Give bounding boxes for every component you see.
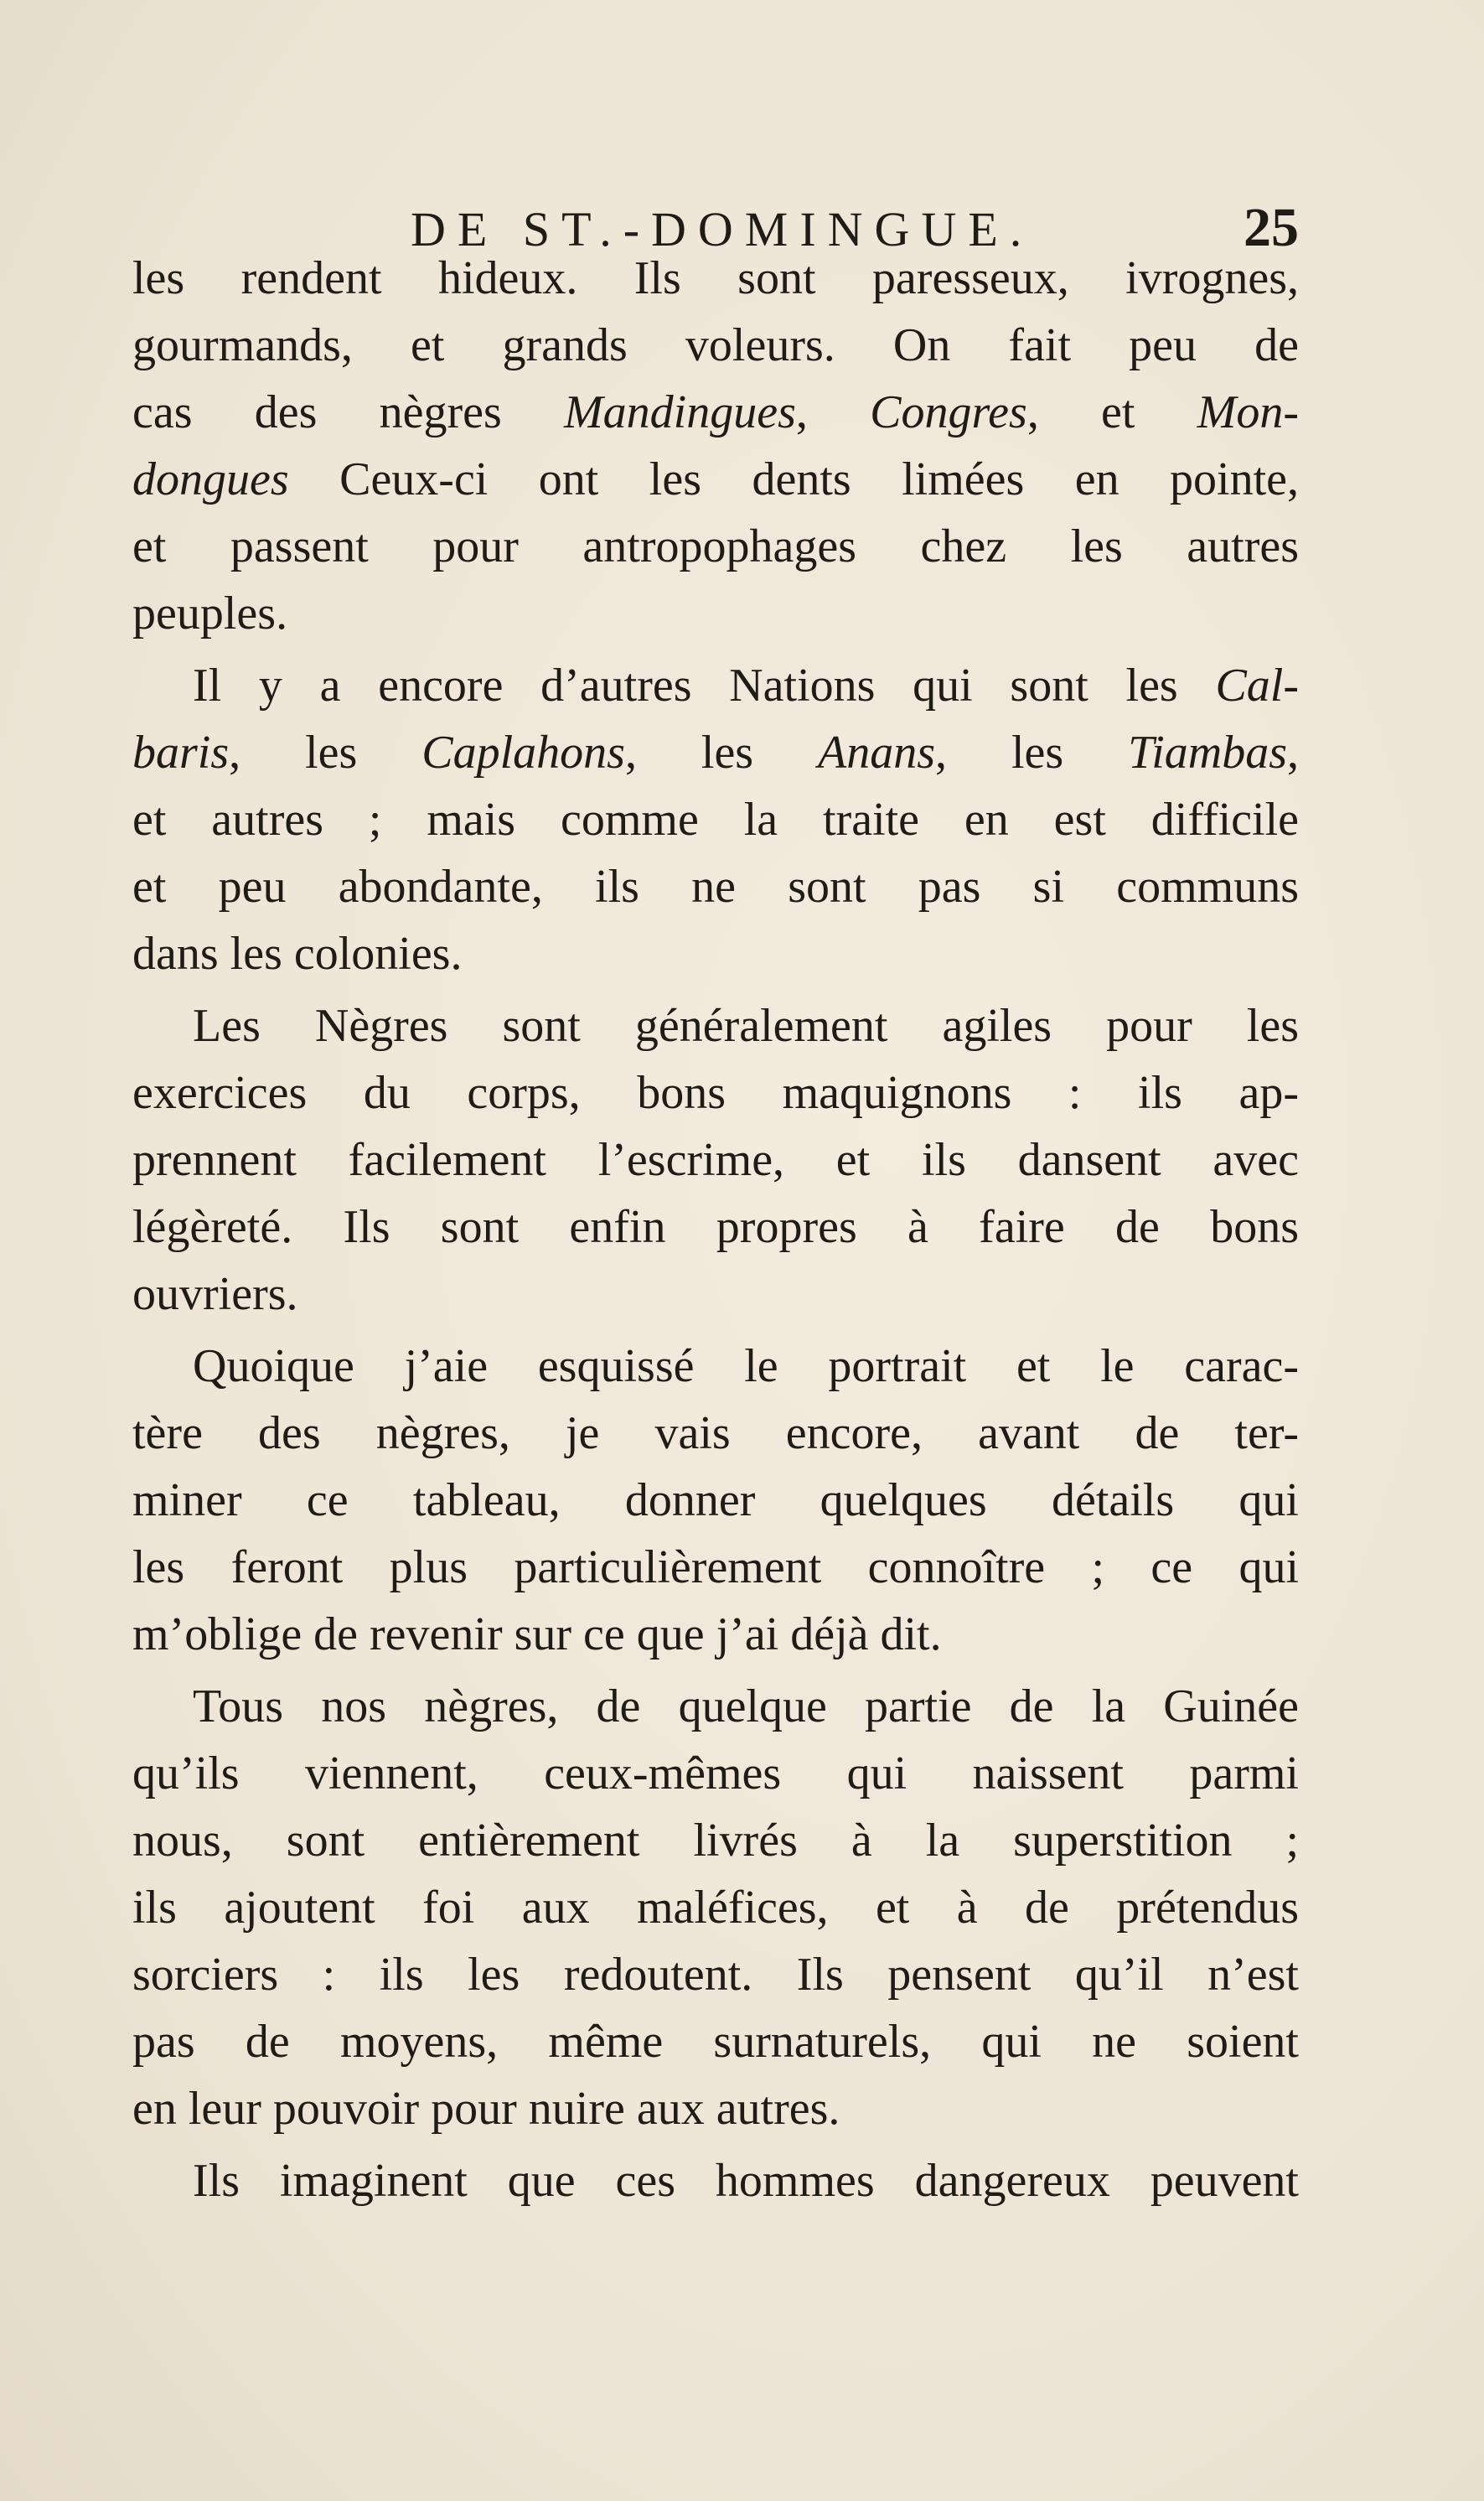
paragraph	[132, 2147, 1299, 2214]
text-run: miner ce tableau, donner quelques détails qui	[132, 1474, 1299, 1526]
italic-term: Anans	[818, 727, 936, 779]
text-line	[132, 513, 1299, 580]
text-run: , et	[1026, 386, 1197, 438]
text-line	[132, 992, 1299, 1059]
text-run: ils ajoutent foi aux maléfices, et à de prétendus	[132, 1882, 1299, 1934]
italic-term: Cal-	[1215, 660, 1299, 712]
text-run: , les	[229, 727, 422, 779]
text-line	[132, 1740, 1299, 1807]
italic-term: Mandingues	[564, 386, 796, 438]
text-line	[132, 2147, 1299, 2214]
text-run: m’oblige de revenir sur ce que j’ai déjà dit.	[132, 1608, 942, 1660]
text-run: ouvriers.	[132, 1268, 298, 1320]
italic-term: Congres	[870, 386, 1027, 438]
text-line	[132, 1941, 1299, 2008]
text-line	[132, 652, 1299, 719]
text-run: Il y a encore d’autres Nations qui sont les	[193, 660, 1216, 712]
body-text	[132, 245, 1299, 2214]
text-line	[132, 446, 1299, 513]
text-run: en leur pouvoir pour nuire aux autres.	[132, 2083, 840, 2135]
paragraph	[132, 992, 1299, 1328]
text-run: peuples.	[132, 588, 288, 639]
paragraph	[132, 652, 1299, 987]
text-run: les rendent hideux. Ils sont paresseux, ivrognes,	[132, 252, 1299, 304]
text-line	[132, 1333, 1299, 1400]
text-line	[132, 2075, 1299, 2142]
text-line	[132, 719, 1299, 786]
text-line	[132, 379, 1299, 446]
text-run: et passent pour antropophages chez les autres	[132, 520, 1299, 572]
text-run: , les	[624, 727, 819, 779]
text-line	[132, 2008, 1299, 2075]
italic-term: Tiambas	[1128, 727, 1287, 779]
text-line	[132, 1400, 1299, 1467]
text-line	[132, 1261, 1299, 1328]
text-run: prennent facilement l’escrime, et ils dansent avec	[132, 1134, 1299, 1186]
text-run: ,	[795, 386, 871, 438]
text-run: tère des nègres, je vais encore, avant de ter-	[132, 1407, 1299, 1459]
text-line	[132, 1673, 1299, 1740]
text-run: Quoique j’aie esquissé le portrait et le carac-	[193, 1340, 1299, 1392]
italic-term: Mon-	[1197, 386, 1299, 438]
text-line	[132, 1059, 1299, 1126]
text-line	[132, 1467, 1299, 1534]
text-run: gourmands, et grands voleurs. On fait peu de	[132, 319, 1299, 371]
running-head: DE ST.-DOMINGUE.	[411, 202, 1034, 256]
text-run: et peu abondante, ils ne sont pas si communs	[132, 861, 1299, 913]
paragraph	[132, 1333, 1299, 1668]
paragraph	[132, 245, 1299, 647]
text-run: Les Nègres sont généralement agiles pour les	[193, 1000, 1299, 1052]
italic-term: baris	[132, 727, 230, 779]
text-line	[132, 312, 1299, 379]
text-line	[132, 1874, 1299, 1941]
text-line	[132, 1534, 1299, 1601]
text-run: les feront plus particulièrement connoître ; ce qui	[132, 1541, 1299, 1593]
text-run: , les	[935, 727, 1129, 779]
paragraph	[132, 1673, 1299, 2142]
text-line	[132, 853, 1299, 920]
text-run: légèreté. Ils sont enfin propres à faire de bons	[132, 1201, 1299, 1253]
italic-term: dongues	[132, 453, 289, 505]
text-run: dans les colonies.	[132, 928, 463, 980]
text-line	[132, 1601, 1299, 1668]
text-run: exercices du corps, bons maquignons : ils ap-	[132, 1067, 1299, 1119]
text-run: nous, sont entièrement livrés à la superstition ;	[132, 1815, 1299, 1867]
text-run: qu’ils viennent, ceux-mêmes qui naissent parmi	[132, 1748, 1299, 1799]
text-line	[132, 1194, 1299, 1261]
page-number: 25	[1244, 197, 1299, 258]
text-line	[132, 786, 1299, 853]
text-run: Ils imaginent que ces hommes dangereux peuvent	[193, 2155, 1299, 2207]
text-line	[132, 245, 1299, 312]
text-run: Tous nos nègres, de quelque partie de la Guinée	[193, 1680, 1299, 1732]
text-run: cas des nègres	[132, 386, 564, 438]
text-line	[132, 580, 1299, 647]
italic-term: Caplahons	[421, 727, 625, 779]
text-run: et autres ; mais comme la traite en est difficile	[132, 794, 1299, 846]
text-run: sorciers : ils les redoutent. Ils pensent qu’il n’est	[132, 1949, 1299, 2001]
text-line	[132, 1126, 1299, 1194]
text-line	[132, 1807, 1299, 1874]
text-run: pas de moyens, même surnaturels, qui ne soient	[132, 2016, 1299, 2068]
text-line	[132, 920, 1299, 987]
text-run: Ceux-ci ont les dents limées en pointe,	[288, 453, 1299, 505]
text-run: ,	[1287, 727, 1299, 779]
